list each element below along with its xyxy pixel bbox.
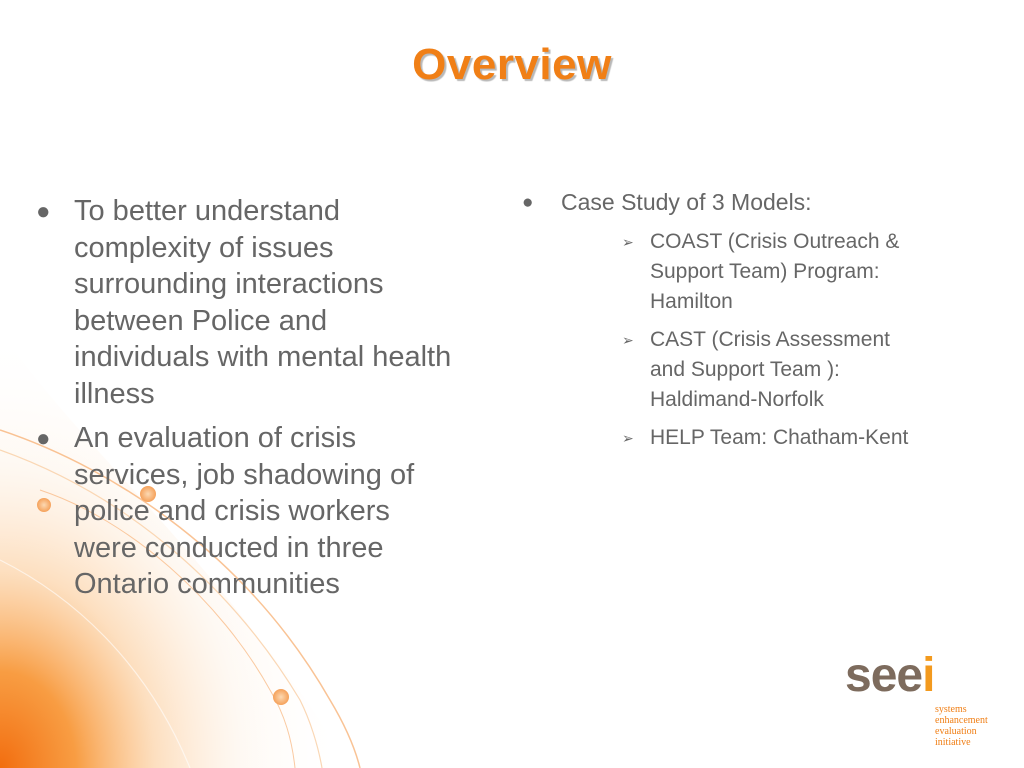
model-sub-text: HELP Team: Chatham-Kent [650, 426, 909, 449]
arrow-bullet-icon: ➢ [622, 234, 634, 250]
bullet-dot-icon: ● [36, 425, 51, 452]
swoosh-dot-3 [273, 689, 289, 705]
logo-tagline-line: evaluation [935, 726, 977, 737]
right-bullet-list [522, 186, 962, 461]
left-bullet-text: An evaluation of crisis services, job shadowing of police and crisis workers were conducted in three Ontario communities [74, 422, 415, 600]
right-bullet-text: Case Study of 3 Models: [561, 189, 812, 215]
logo-word-see: see [845, 649, 923, 702]
model-sub-item [622, 325, 922, 415]
model-sub-text: CAST (Crisis Assessment and Support Team ): Haldimand-Norfolk [650, 328, 890, 411]
arrow-bullet-icon: ➢ [622, 332, 634, 348]
bullet-dot-icon: ● [36, 198, 51, 225]
logo-word-i: i [922, 649, 935, 702]
logo-tagline [935, 704, 988, 748]
bullet-dot-icon: ● [522, 192, 534, 213]
right-bullet-item [522, 186, 962, 219]
left-bullet-text: To better understand complexity of issues surrounding interactions between Police and individuals with mental health illness [74, 195, 452, 410]
arrow-bullet-icon: ➢ [622, 430, 634, 446]
left-bullet-item [36, 193, 456, 412]
logo-tagline-line: enhancement [935, 715, 988, 726]
left-bullet-list [36, 193, 456, 611]
model-sub-item [622, 423, 922, 453]
model-sub-item [622, 227, 922, 317]
logo-wordmark [845, 648, 934, 704]
logo-tagline-line: systems [935, 704, 967, 715]
seei-logo [845, 648, 1015, 758]
slide-title: Overview [412, 40, 612, 89]
left-bullet-item [36, 420, 456, 603]
model-sub-list [622, 227, 962, 453]
model-sub-text: COAST (Crisis Outreach & Support Team) Program: Hamilton [650, 230, 900, 313]
logo-tagline-line: initiative [935, 737, 971, 748]
